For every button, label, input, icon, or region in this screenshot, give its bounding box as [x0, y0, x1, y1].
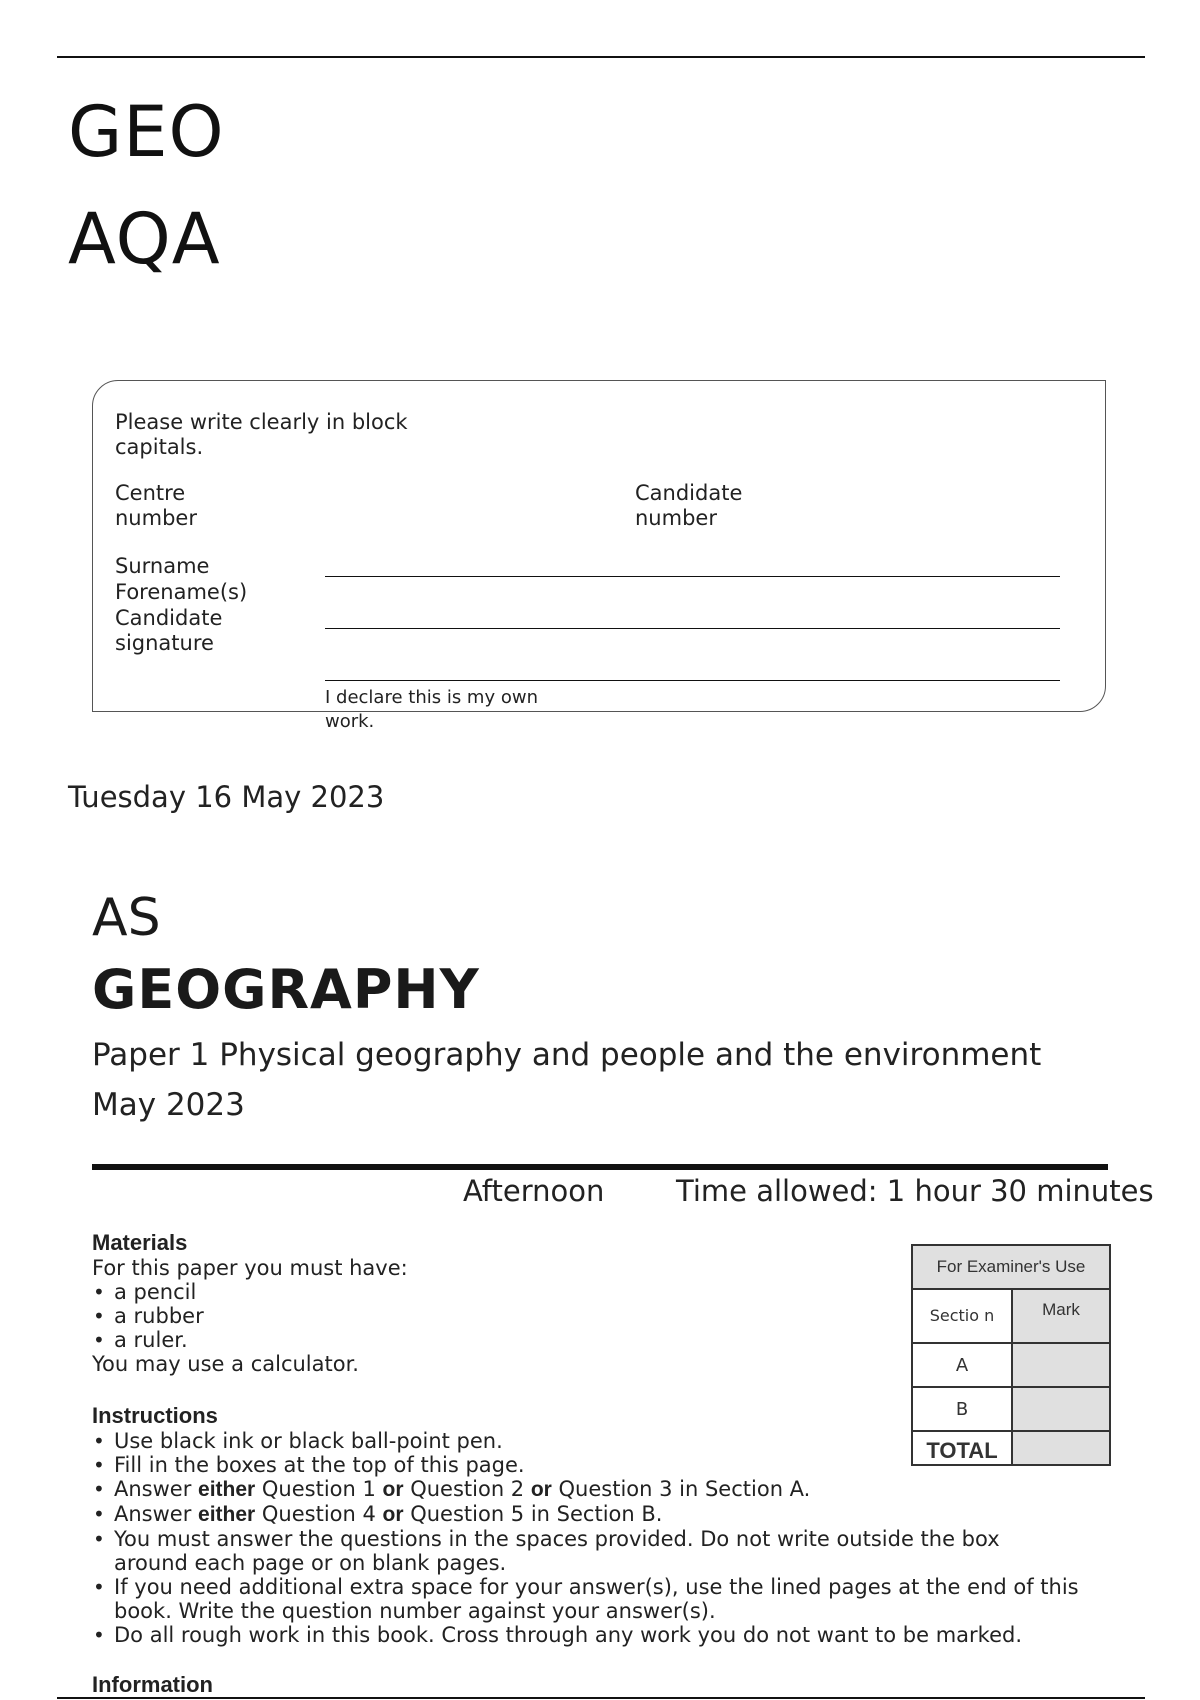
surname-label: Surname: [115, 554, 210, 578]
title-divider: [92, 1164, 1108, 1170]
instructions-heading: Instructions: [92, 1403, 218, 1428]
section-b-label: B: [912, 1387, 1012, 1431]
paper-title: Paper 1 Physical geography and people and the environment: [92, 1037, 1042, 1073]
time-allowed: Time allowed: 1 hour 30 minutes: [676, 1174, 1154, 1208]
mark-column-header: Mark: [1012, 1289, 1110, 1343]
section-b-mark: [1012, 1387, 1110, 1431]
surname-field[interactable]: [325, 576, 1060, 577]
block-capitals-instruction: Please write clearly in block capitals.: [115, 410, 408, 459]
list-item: • Answer either Question 1 or Question 2 or Question 3 in Section A.: [92, 1477, 1092, 1502]
list-item: • You must answer the questions in the spaces provided. Do not write outside the box around each page or on blank pages.: [92, 1527, 1079, 1575]
exam-month: May 2023: [92, 1087, 245, 1123]
subject-code: GEO: [68, 91, 225, 173]
centre-number-label: Centre number: [115, 481, 197, 530]
information-heading: Information: [92, 1672, 213, 1697]
list-item: • Do all rough work in this book. Cross through any work you do not want to be marked.: [92, 1623, 1092, 1647]
examiners-use-table: [911, 1244, 1111, 1466]
exam-date: Tuesday 16 May 2023: [68, 780, 385, 814]
materials-heading: Materials: [92, 1230, 188, 1255]
exam-subject: GEOGRAPHY: [92, 958, 480, 1021]
materials-intro: For this paper you must have:: [92, 1256, 408, 1280]
calculator-note: You may use a calculator.: [92, 1352, 359, 1376]
materials-section: [92, 1230, 872, 1376]
signature-label: Candidate signature: [115, 606, 223, 655]
materials-list: [92, 1280, 872, 1352]
signature-field[interactable]: [325, 680, 1060, 681]
top-rule: [57, 56, 1145, 58]
section-column-header: Sectio n: [912, 1289, 1012, 1343]
list-item: • a rubber: [92, 1304, 872, 1328]
list-item: • Use black ink or black ball-point pen.: [92, 1429, 1092, 1453]
candidate-number-label: Candidate number: [635, 481, 743, 530]
section-a-mark: [1012, 1343, 1110, 1387]
total-label: TOTAL: [912, 1431, 1012, 1465]
bottom-rule: [57, 1697, 1145, 1699]
total-mark: [1012, 1431, 1110, 1465]
forenames-label: Forename(s): [115, 580, 248, 604]
list-item: • Fill in the boxes at the top of this page.: [92, 1453, 1092, 1477]
section-a-label: A: [912, 1343, 1012, 1387]
examiners-use-title: For Examiner's Use: [912, 1245, 1110, 1289]
forenames-field[interactable]: [325, 628, 1060, 629]
exam-session: Afternoon: [463, 1174, 605, 1208]
list-item: • a ruler.: [92, 1328, 872, 1352]
list-item: • Answer either Question 4 or Question 5 in Section B.: [92, 1502, 1092, 1527]
board-name: AQA: [68, 198, 221, 280]
declaration-text: I declare this is my own work.: [325, 687, 538, 732]
list-item: • If you need additional extra space for your answer(s), use the lined pages at the end of this book. Write the question number against your answer(s).: [92, 1575, 1079, 1623]
exam-level: AS: [92, 888, 161, 948]
list-item: • a pencil: [92, 1280, 872, 1304]
